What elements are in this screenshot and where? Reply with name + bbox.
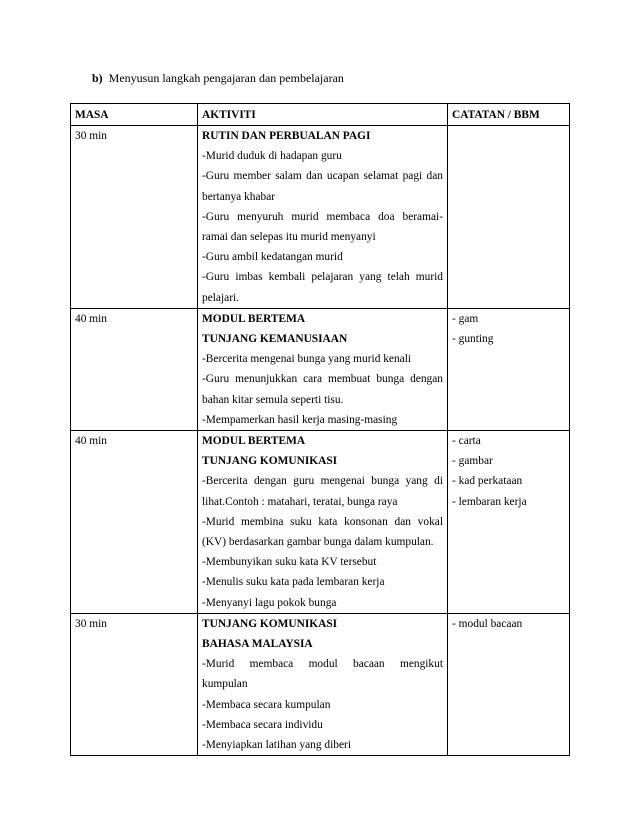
activity-line: -Membaca secara individu <box>202 718 323 731</box>
aktiviti-cell <box>198 613 448 755</box>
activity-title: RUTIN DAN PERBUALAN PAGI <box>202 130 371 142</box>
masa-cell <box>71 430 198 613</box>
activity-line: lihat.Contoh : matahari, teratai, bunga raya <box>202 495 398 508</box>
activity-line: bahan kitar semula seperti tisu. <box>202 393 344 406</box>
activity-line: -Murid membina suku kata konsonan dan vokal <box>202 515 443 528</box>
masa-value: 40 min <box>75 312 107 325</box>
activity-line: kumpulan <box>202 678 248 691</box>
activity-line: -Menulis suku kata pada lembaran kerja <box>202 576 385 589</box>
section-title: Menyusun langkah pengajaran dan pembelajaran <box>108 71 344 85</box>
header-catatan: CATATAN / BBM <box>448 104 570 126</box>
catatan-item: - lembaran kerja <box>452 495 527 508</box>
masa-value: 30 min <box>75 617 107 630</box>
activity-line: -Menyanyi lagu pokok bunga <box>202 596 337 609</box>
section-label: b) <box>92 71 103 85</box>
catatan-item: - modul bacaan <box>452 617 523 630</box>
masa-value: 40 min <box>75 434 107 447</box>
header-masa: MASA <box>71 104 198 126</box>
activity-title: TUNJANG KOMUNIKASI <box>202 455 338 468</box>
masa-cell <box>71 613 198 755</box>
masa-value: 30 min <box>75 130 107 142</box>
catatan-item: - gunting <box>452 332 494 345</box>
catatan-cell <box>448 430 570 613</box>
aktiviti-cell <box>198 430 448 613</box>
masa-cell <box>71 126 198 309</box>
lesson-plan-table <box>70 103 570 756</box>
activity-line: -Guru ambil kedatangan murid <box>202 251 343 264</box>
activity-line: -Mempamerkan hasil kerja masing-masing <box>202 413 398 426</box>
catatan-cell <box>448 308 570 430</box>
activity-title: TUNJANG KOMUNIKASI <box>202 617 338 630</box>
activity-line: bertanya khabar <box>202 190 276 203</box>
catatan-cell <box>448 126 570 309</box>
activity-line: -Membunyikan suku kata KV tersebut <box>202 556 377 569</box>
table-row <box>71 126 570 309</box>
activity-line: -Guru member salam dan ucapan selamat pagi dan <box>202 170 443 183</box>
activity-line: (KV) berdasarkan gambar bunga dalam kumpulan. <box>202 535 434 548</box>
catatan-item: - carta <box>452 434 481 447</box>
activity-line: -Murid duduk di hadapan guru <box>202 150 342 163</box>
masa-cell <box>71 308 198 430</box>
activity-line: -Murid membaca modul bacaan mengikut <box>202 658 443 671</box>
activity-title: BAHASA MALAYSIA <box>202 637 313 650</box>
activity-title: TUNJANG KEMANUSIAAN <box>202 332 348 345</box>
aktiviti-cell <box>198 126 448 309</box>
activity-line: -Guru imbas kembali pelajaran yang telah murid <box>202 271 443 284</box>
activity-line: pelajari. <box>202 291 239 304</box>
catatan-item: - kad perkataan <box>452 475 523 488</box>
catatan-cell <box>448 613 570 755</box>
section-heading <box>92 71 344 86</box>
table-row <box>71 308 570 430</box>
aktiviti-cell <box>198 308 448 430</box>
table-header-row <box>71 104 570 126</box>
activity-line: ramai dan selepas itu murid menyanyi <box>202 230 376 243</box>
activity-line: -Bercerita dengan guru mengenai bunga yang di <box>202 475 443 488</box>
catatan-item: - gam <box>452 312 479 325</box>
table-row <box>71 430 570 613</box>
activity-line: -Menyiapkan latihan yang diberi <box>202 738 351 751</box>
activity-title: MODUL BERTEMA <box>202 312 306 325</box>
activity-line: -Membaca secara kumpulan <box>202 698 331 711</box>
table-row <box>71 613 570 755</box>
activity-title: MODUL BERTEMA <box>202 434 306 447</box>
activity-line: -Guru menyuruh murid membaca doa beramai- <box>202 210 443 223</box>
header-aktiviti: AKTIVITI <box>198 104 448 126</box>
activity-line: -Guru menunjukkan cara membuat bunga dengan <box>202 373 443 386</box>
catatan-item: - gambar <box>452 455 493 468</box>
activity-line: -Bercerita mengenai bunga yang murid kenali <box>202 353 412 366</box>
